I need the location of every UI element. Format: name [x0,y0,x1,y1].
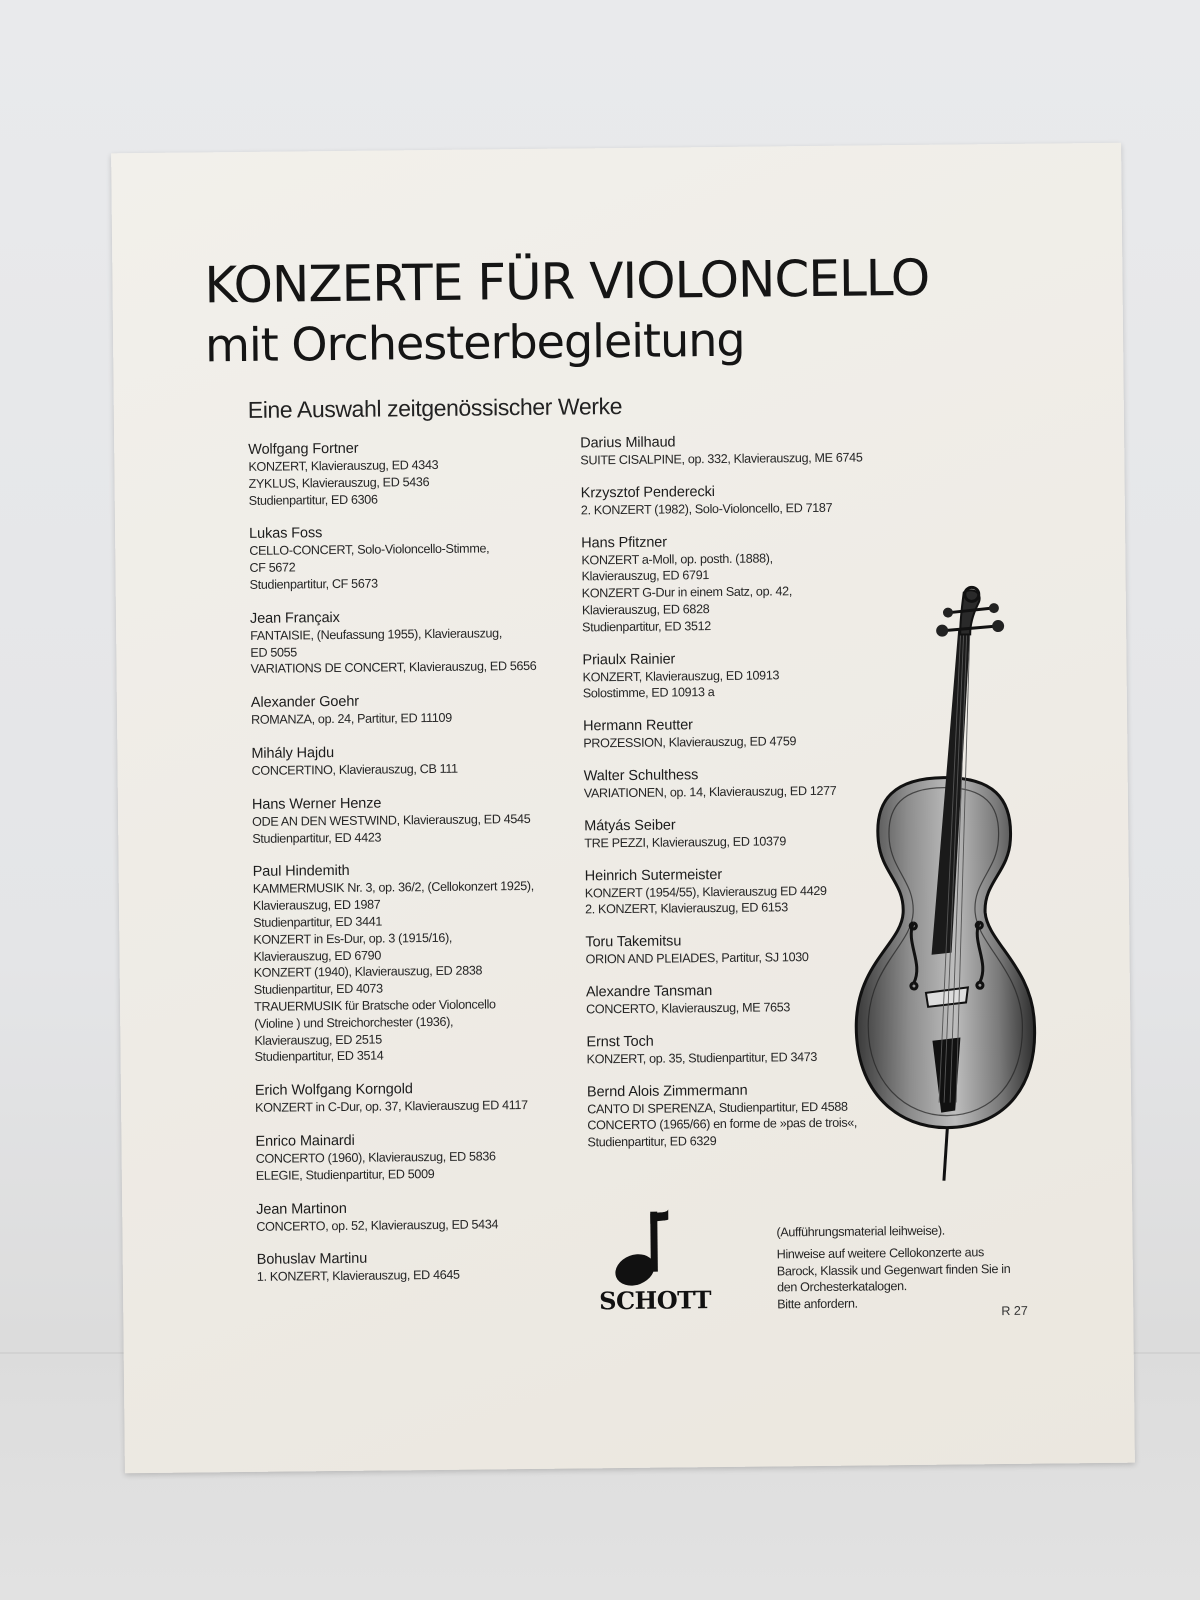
work-line: Studienpartitur, ED 3441 [253,914,383,930]
work-line: TRAUERMUSIK für Bratsche oder Violoncello [253,997,496,1014]
work-line: Solostimme, ED 10913 a [582,685,715,701]
work-line: 2. KONZERT, Klavierauszug, ED 6153 [584,900,788,917]
work-line: Studienpartitur, CF 5673 [249,576,378,592]
composer-name: Mihály Hajdu [251,744,335,762]
work-line: VARIATIONS DE CONCERT, Klavierauszug, ED 5656 [250,659,537,677]
cello-illustration-icon [824,582,1050,1184]
work-line: Klavierauszug, ED 6790 [253,948,382,964]
work-line: KAMMERMUSIK Nr. 3, op. 36/2, (Cellokonzert 1925), [252,879,534,897]
work-line: VARIATIONEN, op. 14, Klavierauszug, ED 1277 [583,783,837,801]
composer-entry [255,1079,595,1116]
work-line: CANTO DI SPERENZA, Studienpartitur, ED 4588 [587,1099,848,1116]
work-line: PROZESSION, Klavierauszug, ED 4759 [583,734,797,751]
notes-block [776,1222,1047,1313]
composer-name: Alexandre Tansman [585,983,713,1001]
composer-name: Ernst Toch [586,1033,654,1051]
work-line: Klavierauszug, ED 6828 [581,602,710,618]
composer-entry [249,523,590,594]
work-line: Studienpartitur, ED 6306 [248,492,378,508]
publisher-name: SCHOTT [599,1285,712,1316]
composer-entry [257,1249,597,1286]
work-line: CF 5672 [249,560,296,576]
work-line: Klavierauszug, ED 6791 [581,568,710,584]
note-line: Barock, Klassik und Gegenwart finden Sie in [776,1261,1011,1279]
composer-entry [255,1130,596,1184]
work-line: KONZERT, Klavierauszug, ED 4343 [248,457,439,474]
work-line: KONZERT, op. 35, Studienpartitur, ED 3473 [586,1049,818,1067]
work-line: CONCERTO, Klavierauszug, ME 7653 [586,1000,791,1017]
catalog-page [111,143,1135,1474]
composer-name: Jean Martinon [256,1200,347,1218]
catalog-code: R 27 [1001,1303,1028,1319]
composer-entry [248,438,589,509]
composer-name: Bohuslav Martinu [256,1251,368,1269]
composer-name: Priaulx Rainier [582,651,676,668]
composer-name: Walter Schulthess [583,767,699,785]
work-line: SUITE CISALPINE, op. 332, Klavierauszug, ME 6745 [580,450,863,468]
page-subtitle: mit Orchesterbegleitung [204,312,745,373]
work-line: KONZERT in Es-Dur, op. 3 (1915/16), [253,930,453,947]
work-line: FANTAISIE, (Neufassung 1955), Klavierauszug, [250,626,503,643]
composer-entry [580,432,880,469]
work-line: TRE PEZZI, Klavierauszug, ED 10379 [584,834,787,851]
work-line: KONZERT, Klavierauszug, ED 10913 [582,667,780,684]
work-line: Studienpartitur, ED 4073 [253,981,383,998]
composer-name: Lukas Foss [249,525,323,543]
composer-entry [253,861,595,1066]
work-line: CONCERTINO, Klavierauszug, CB 111 [251,761,458,778]
note-line: (Aufführungsmaterial leihweise). [776,1223,945,1240]
work-line: KONZERT G-Dur in einem Satz, op. 42, [581,584,793,601]
work-line: Studienpartitur, ED 4423 [252,830,382,846]
work-line: Studienpartitur, ED 6329 [587,1134,717,1150]
composer-entry [251,742,591,779]
work-line: CONCERTO (1960), Klavierauszug, ED 5836 [255,1149,496,1166]
work-line: Studienpartitur, ED 3512 [582,618,711,635]
composer-name: Enrico Mainardi [255,1132,355,1150]
composer-entry [581,482,881,519]
composer-name: Heinrich Sutermeister [584,866,723,884]
work-line: Studienpartitur, ED 3514 [254,1048,384,1065]
work-line: ROMANZA, op. 24, Partitur, ED 11109 [250,710,452,728]
note-line: Bitte anfordern. [777,1296,858,1312]
work-line: (Violine ) und Streichorchester (1936), [254,1014,454,1031]
composer-name: Krzysztof Penderecki [580,483,715,502]
work-line: KONZERT in C-Dur, op. 37, Klavierauszug ED 4117 [255,1098,528,1115]
composer-entry [250,607,591,678]
composer-name: Mátyás Seiber [584,817,676,835]
composer-name: Hans Werner Henze [251,795,382,813]
work-line: Klavierauszug, ED 1987 [252,897,381,914]
composer-name: Jean Françaix [249,609,340,627]
work-line: KONZERT (1954/55), Klavierauszug ED 4429 [584,883,827,900]
work-line: 1. KONZERT, Klavierauszug, ED 4645 [256,1268,460,1285]
work-line: Klavierauszug, ED 2515 [254,1032,382,1048]
composer-name: Wolfgang Fortner [248,440,359,458]
composer-name: Darius Milhaud [580,434,676,452]
composer-name: Alexander Goehr [250,693,360,712]
composer-name: Paul Hindemith [252,863,350,881]
composer-entry [252,793,593,847]
page-tagline: Eine Auswahl zeitgenössischer Werke [247,392,623,423]
work-line: 2. KONZERT (1982), Solo-Violoncello, ED 7187 [580,500,833,518]
work-line: CELLO-CONCERT, Solo-Violoncello-Stimme, [249,541,490,559]
work-line: CONCERTO, op. 52, Klavierauszug, ED 5434 [256,1216,499,1234]
note-line: den Orchesterkatalogen. [776,1279,907,1295]
work-line: ZYKLUS, Klavierauszug, ED 5436 [248,474,430,491]
page-title: KONZERTE FÜR VIOLONCELLO [204,248,930,315]
composer-name: Bernd Alois Zimmermann [586,1082,748,1100]
work-line: KONZERT (1940), Klavierauszug, ED 2838 [253,963,483,981]
work-line: CONCERTO (1965/66) en forme de »pas de trois«, [587,1115,858,1133]
work-line: KONZERT a-Moll, op. posth. (1888), [581,551,773,568]
left-column [248,438,597,1303]
note-line: Hinweise auf weitere Cellokonzerte aus [776,1245,984,1262]
composer-name: Hans Pfitzner [581,534,668,552]
work-line: ELEGIE, Studienpartitur, ED 5009 [255,1166,435,1183]
composer-entry [251,692,591,729]
work-line: ODE AN DEN WESTWIND, Klavierauszug, ED 4545 [252,811,531,829]
work-line: ED 5055 [250,644,297,660]
composer-name: Erich Wolfgang Korngold [254,1081,413,1099]
composer-name: Toru Takemitsu [585,933,682,951]
composer-entry [256,1198,596,1235]
composer-name: Hermann Reutter [583,717,693,735]
work-line: ORION AND PLEIADES, Partitur, SJ 1030 [585,950,809,967]
